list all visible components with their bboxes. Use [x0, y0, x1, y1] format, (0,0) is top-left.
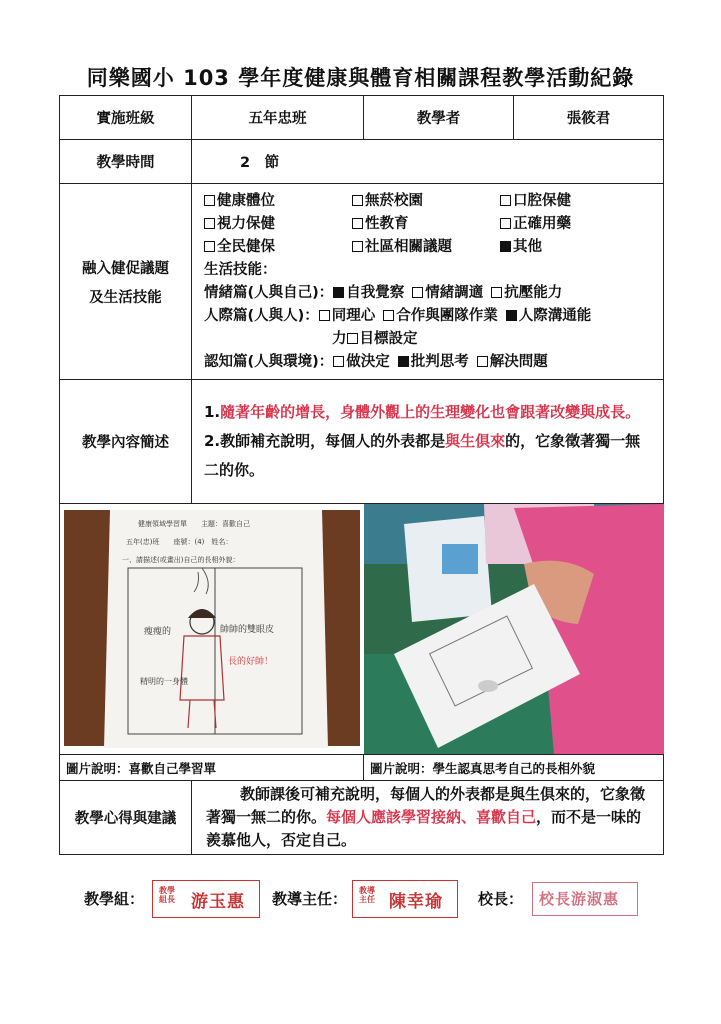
life-skills-title: 生活技能： — [204, 261, 277, 278]
checkbox-icon[interactable] — [347, 333, 358, 344]
emotion-row — [204, 282, 663, 305]
checkbox-icon[interactable] — [204, 195, 215, 206]
checkbox-icon[interactable] — [491, 287, 502, 298]
social-item-label: 合作與團隊作業 — [396, 307, 498, 324]
topic-item-label: 視力保健 — [217, 215, 275, 232]
social-item-label: 同理心 — [331, 307, 376, 324]
topic-item-0[interactable] — [204, 190, 352, 213]
social-item-2[interactable] — [506, 308, 592, 324]
topic-item-1[interactable] — [352, 190, 500, 213]
reflection-cell — [192, 781, 664, 855]
time-label: 教學時間 — [60, 140, 192, 184]
checkbox-icon[interactable] — [319, 310, 330, 321]
social-row-2 — [204, 328, 663, 351]
worksheet-note-4: 精明的一身體 — [140, 677, 188, 686]
topic-item-label: 健康體位 — [217, 192, 275, 209]
sig-principal-stamp-text: 校長游淑惠 — [539, 890, 620, 908]
worksheet-note-3: 瘦瘦的 — [144, 627, 172, 637]
emotion-item-list — [333, 285, 570, 301]
topics-label-line-2: 及生活技能 — [89, 289, 162, 306]
class-value: 五年忠班 — [192, 96, 364, 140]
cognition-item-0[interactable] — [333, 354, 390, 370]
checkbox-icon[interactable] — [398, 356, 409, 367]
topic-item-8[interactable] — [500, 236, 620, 259]
topics-label-line-1: 融入健促議題 — [82, 260, 169, 277]
social-item-1[interactable] — [383, 308, 498, 324]
worksheet-name-line: 五年(忠)班 座號：(4) 姓名： — [126, 538, 233, 546]
reflection-highlight: 每個人應該學習接納、喜歡自己 — [326, 808, 537, 826]
reflection-text-b: ，而不是一味的羨慕他人，否定自己。 — [206, 808, 642, 849]
activity-record-table — [59, 95, 664, 855]
worksheet-photo — [60, 504, 364, 754]
cognition-row — [204, 351, 663, 374]
checkbox-icon[interactable] — [333, 287, 344, 298]
sig-director-label: 教導主任： — [272, 890, 348, 908]
photo-right-cell — [364, 504, 664, 755]
topic-item-label: 其他 — [513, 238, 542, 255]
student-photo — [364, 504, 664, 754]
worksheet-note-1: 帥帥的雙眼皮 — [220, 625, 275, 635]
time-value: 2 節 — [192, 140, 664, 184]
content-2-highlight: 與生俱來 — [445, 432, 506, 450]
emotion-item-label: 抗壓能力 — [504, 284, 563, 301]
reflection-text-a: 教師課後可補充說明，每個人的外表都是與生俱來的，它象徵著獨一無二的你。 — [206, 785, 646, 826]
checkbox-icon[interactable] — [204, 218, 215, 229]
content-item-1 — [204, 398, 653, 427]
topic-item-label: 性教育 — [365, 215, 409, 232]
sig-group-stamp-name: 游玉惠 — [191, 892, 245, 912]
emotion-item-label: 情緒調適 — [425, 284, 484, 301]
caption-left: 圖片說明：喜歡自己學習單 — [60, 755, 364, 781]
checkbox-icon[interactable] — [500, 218, 511, 229]
content-2-text-b: 的，它象徵著獨一無二的你。 — [204, 432, 641, 479]
worksheet-instruction: 一、請描述(或畫出)自己的長相外貌： — [122, 556, 240, 564]
checkbox-icon[interactable] — [500, 195, 511, 206]
sig-principal-label: 校長： — [478, 890, 524, 908]
content-label: 教學內容簡述 — [60, 380, 192, 504]
content-1-number: 1. — [204, 403, 221, 421]
cognition-label: 認知篇(人與環境)： — [204, 353, 334, 370]
photo-left-cell — [60, 504, 364, 755]
topics-cell — [192, 184, 664, 380]
checkbox-icon[interactable] — [412, 287, 423, 298]
topic-item-label: 社區相關議題 — [365, 238, 452, 255]
checkbox-icon[interactable] — [204, 241, 215, 252]
topic-item-label: 口腔保健 — [513, 192, 571, 209]
checkbox-icon[interactable] — [352, 241, 363, 252]
caption-right: 圖片說明：學生認真思考自己的長相外貌 — [364, 755, 664, 781]
cognition-item-label: 批判思考 — [410, 353, 469, 370]
social-item-extra-label: 目標設定 — [359, 330, 418, 347]
checkbox-icon[interactable] — [500, 241, 511, 252]
reflection-label: 教學心得與建議 — [60, 781, 192, 855]
cognition-item-label: 做決定 — [346, 353, 390, 370]
social-item-extra-list — [347, 331, 426, 347]
content-item-2 — [204, 427, 653, 485]
social-item-extra-0[interactable] — [347, 331, 418, 347]
topic-item-label: 全民健保 — [217, 238, 275, 255]
signature-row — [0, 880, 721, 930]
teacher-label: 教學者 — [364, 96, 514, 140]
social-item-label: 人際溝通能 — [518, 307, 592, 324]
emotion-item-label: 自我覺察 — [346, 284, 405, 301]
sig-director-stamp-name: 陳幸瑜 — [389, 892, 443, 912]
cognition-item-2[interactable] — [477, 354, 548, 370]
topic-item-6[interactable] — [204, 236, 352, 259]
sig-group-label: 教學組： — [84, 890, 145, 908]
cognition-item-1[interactable] — [398, 354, 469, 370]
social-row — [204, 305, 663, 328]
checkbox-icon[interactable] — [333, 356, 344, 367]
worksheet-header: 健康領域學習單 主題：喜歡自己 — [138, 520, 250, 528]
topics-label — [60, 184, 192, 380]
content-1-text: 隨著年齡的增長，身體外觀上的生理變化也會跟著改變與成長。 — [220, 403, 641, 421]
topic-row — [204, 213, 663, 236]
health-topic-grid — [204, 190, 663, 259]
social-item-0[interactable] — [319, 308, 376, 324]
social-wrap-text: 力 — [332, 330, 347, 347]
emotion-item-2[interactable] — [491, 285, 562, 301]
checkbox-icon[interactable] — [352, 195, 363, 206]
content-cell — [192, 380, 664, 504]
social-item-list — [319, 308, 600, 324]
checkbox-icon[interactable] — [477, 356, 488, 367]
cognition-item-label: 解決問題 — [489, 353, 548, 370]
emotion-item-1[interactable] — [412, 285, 483, 301]
teacher-value: 張筱君 — [514, 96, 664, 140]
sig-principal-stamp — [532, 882, 638, 916]
sig-group-stamp-title: 教學組長 — [159, 885, 175, 904]
topic-item-3[interactable] — [204, 213, 352, 236]
emotion-label: 情緒篇(人與自己)： — [204, 284, 334, 301]
emotion-item-0[interactable] — [333, 285, 404, 301]
sig-director-stamp-title: 教導主任 — [359, 885, 375, 904]
topic-row — [204, 190, 663, 213]
checkbox-icon[interactable] — [352, 218, 363, 229]
cognition-item-list — [333, 354, 556, 370]
sig-group-stamp — [152, 880, 260, 918]
topic-item-label: 正確用藥 — [513, 215, 571, 232]
topic-item-5[interactable] — [500, 213, 620, 236]
page-title: 同樂國小 103 學年度健康與體育相關課程教學活動紀錄 — [86, 66, 635, 90]
worksheet-note-2: 長的好帥！ — [228, 657, 274, 667]
checkbox-icon[interactable] — [506, 310, 517, 321]
topic-item-4[interactable] — [352, 213, 500, 236]
social-label: 人際篇(人與人)： — [204, 307, 319, 324]
content-2-text-a: 2.教師補充說明，每個人的外表都是 — [204, 432, 446, 450]
topic-item-label: 無菸校園 — [365, 192, 423, 209]
topic-item-7[interactable] — [352, 236, 500, 259]
sig-director-stamp — [352, 880, 458, 918]
checkbox-icon[interactable] — [383, 310, 394, 321]
class-label: 實施班級 — [60, 96, 192, 140]
topic-item-2[interactable] — [500, 190, 620, 213]
topic-row — [204, 236, 663, 259]
